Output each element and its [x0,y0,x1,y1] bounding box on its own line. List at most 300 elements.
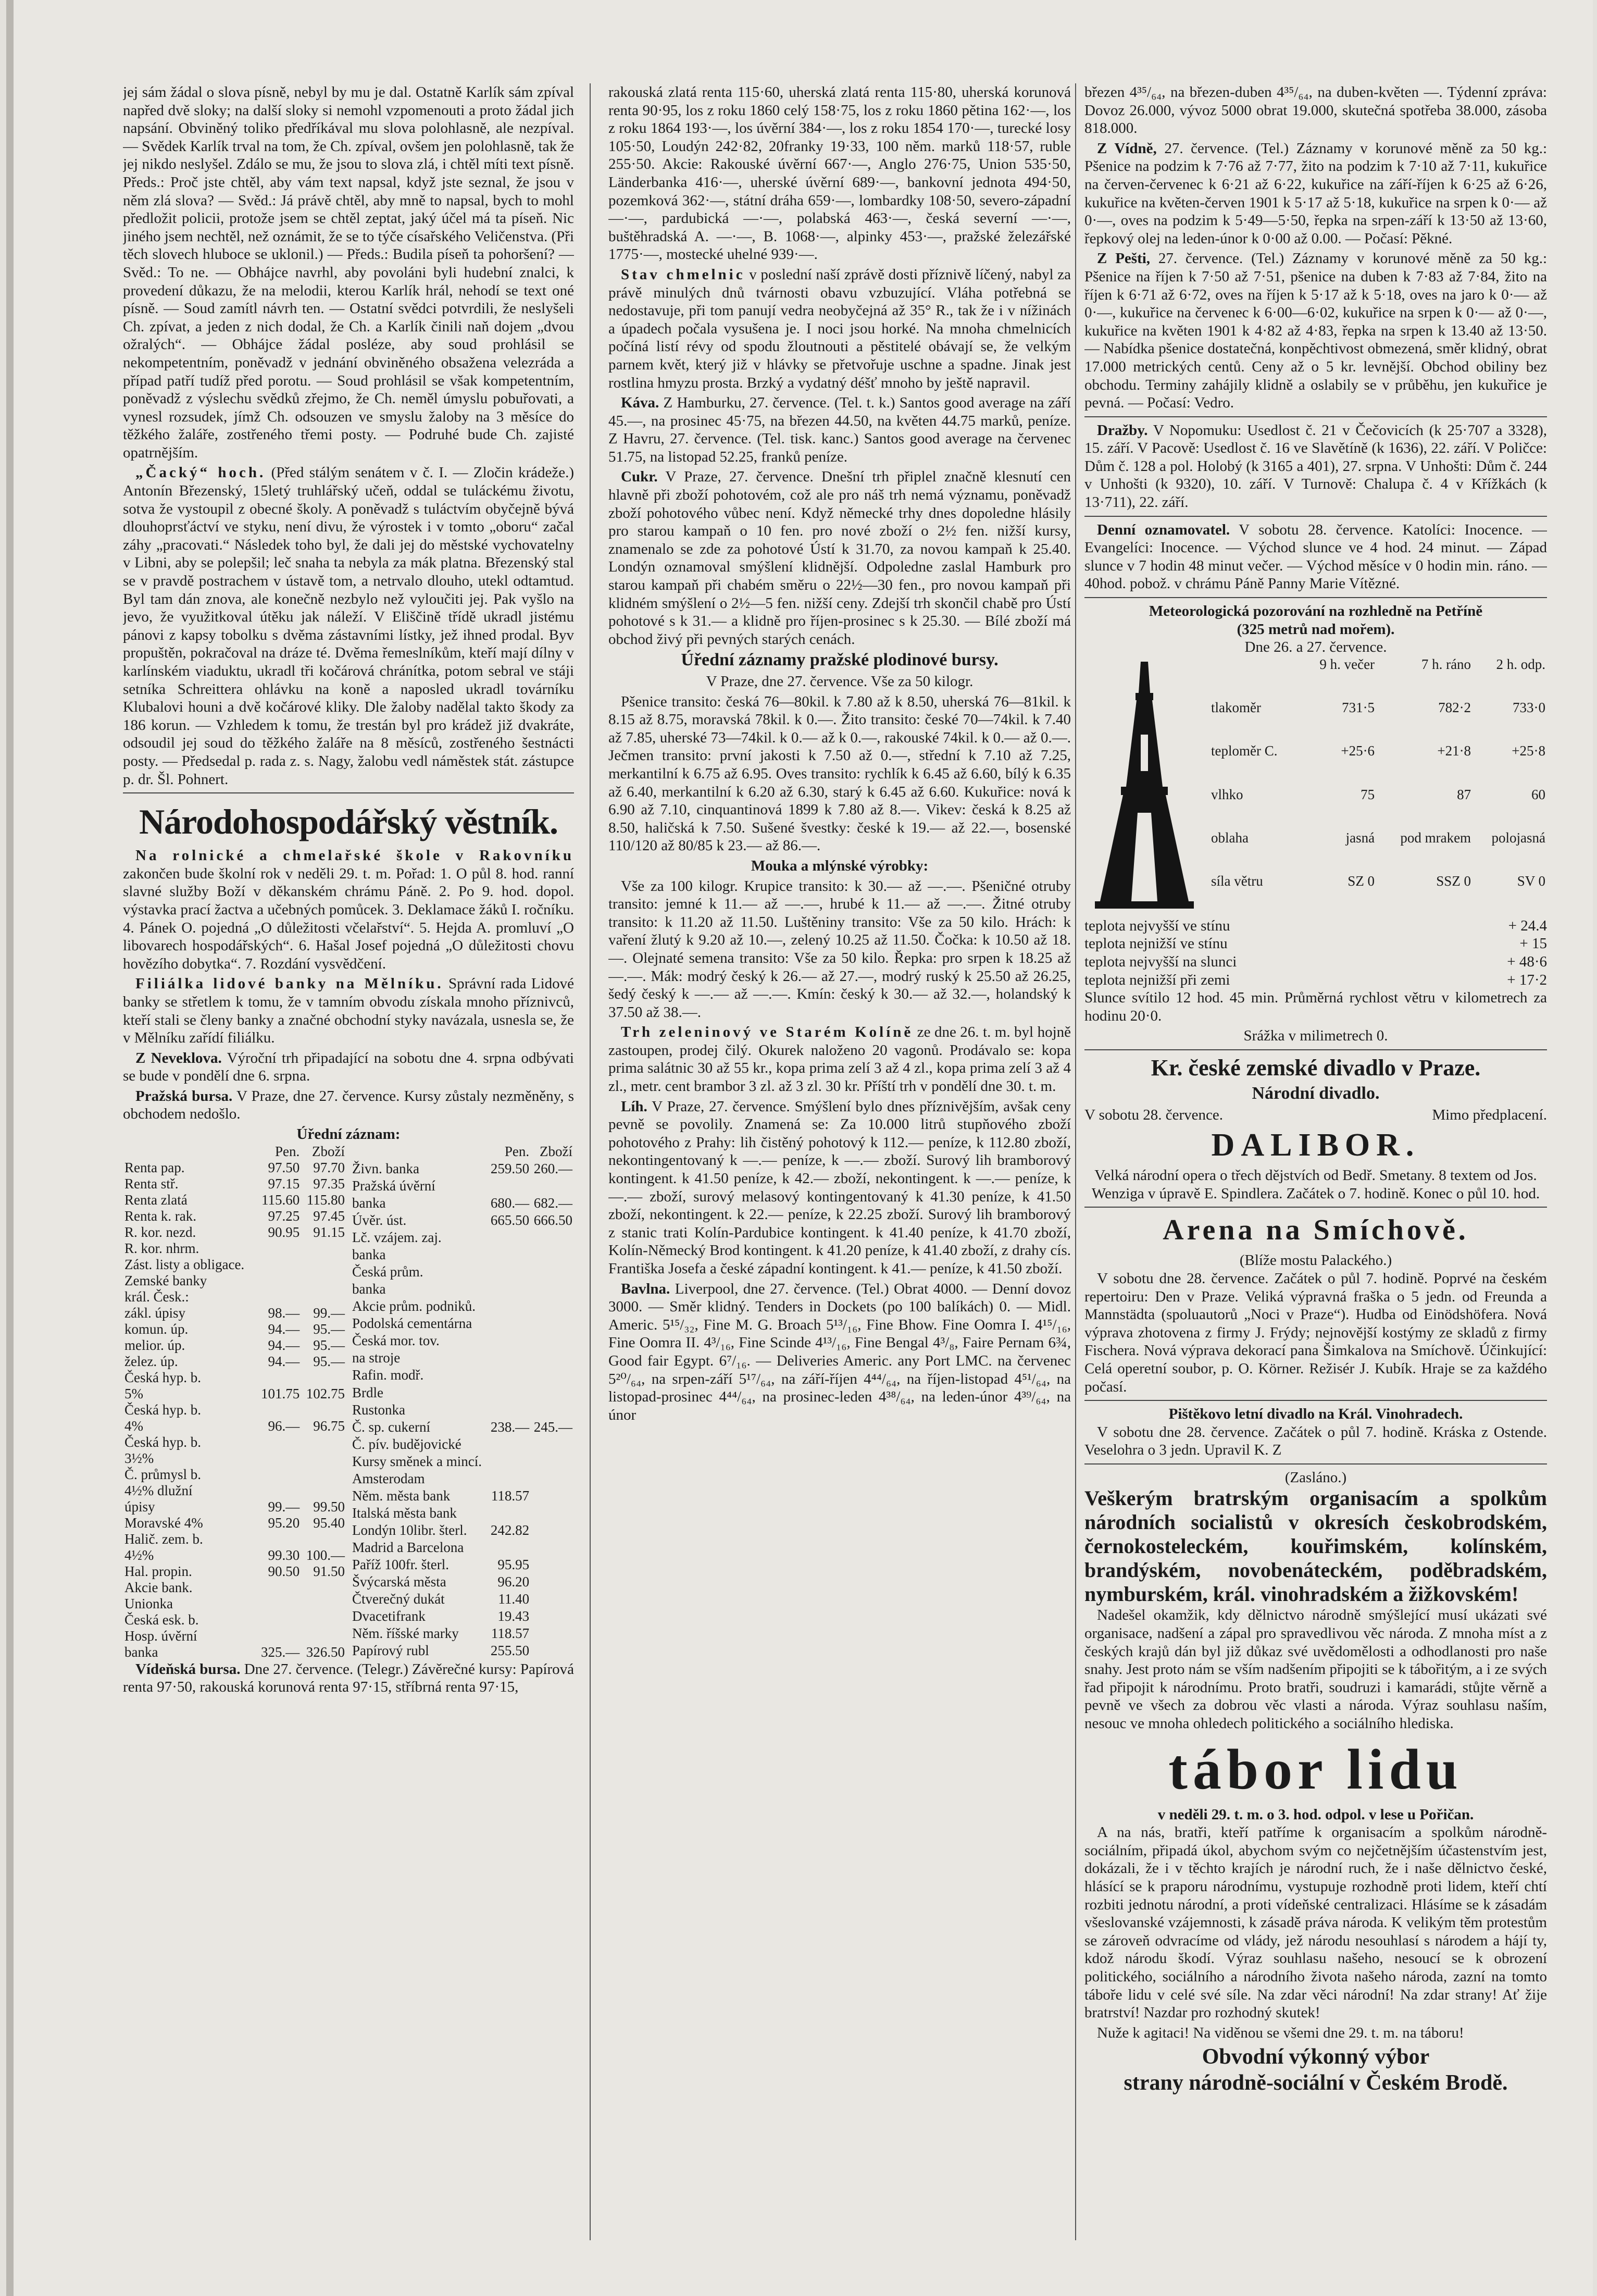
table-cell: 238.— [490,1419,530,1435]
table-cell [256,1531,301,1547]
table-cell [301,1612,346,1628]
table-cell: 102.75 [306,1385,345,1401]
table-cell [531,1625,574,1643]
weather-extra-value: + 17·2 [1507,971,1547,988]
table-cell: +25·6 [1341,743,1375,759]
table-heading: Úřední záznam: [296,1126,401,1143]
table-cell [301,1467,346,1483]
rule [1084,1049,1547,1050]
weather-extra-row [1084,917,1547,935]
article-text: Liverpool, dne 27. července. (Tel.) Obrat 4000. — Denní dovoz 3000. — Směr klidný. Tenders in Dockets (po 100 balíkách) 0. — Midl. Americ. 5¹⁵/₃₂, Fine M. G. Broach 5¹³/₁₆, Fine Bhow. Fine Oomra I. 4¹⁵/₁₆, Fine Oomra II. 4³/₁₆, Fine Scinde 4¹³/₁₆, Fine Bengal 4³/₈, Faire Pernam 6¾, Good fair Egypt. 6⁷/₁₆. — Deliveries Americ. any Port LMC. na červenec 5²⁰/₆₄, na srpen-září 5¹⁷/₆₄, na září-říjen 4⁴⁴/₆₄, na říjen-listopad 4⁵¹/₆₄, na listopad-prosinec 4⁴⁴/₆₄, na prosinec-leden 4³⁸/₆₄, na leden-únor 4³⁹/₆₄, na únor [608,1280,1071,1423]
article-text: 27. července. (Tel.) Záznamy v korunové měně za 50 kg.: Pšenice na podzim k 7·76 až 7·77, žito na podzim k 7·10 až 7·11, kukuřice na červen-červenec k 6·21 až 6·22, kukuřice na září-říjen k 6·25 až 6·26, kukuřice na květen-červen 1901 k 5·17 až 5·18, kukuřice na srpen k 0·— až 0·—, oves na podzim k 5·49—5·50, řepka na srpen-září k 13·50 až 13·60, řepkový olej na leden-únor k 0·00 až 0.00. — Počasí: Pěkné. [1084,140,1547,247]
table-cell: +25·8 [1512,743,1545,759]
table-cell: 91.50 [313,1563,345,1579]
section-heading: Úřední záznamy pražské plodinové bursy. [681,650,999,670]
arena-text: V sobotu dne 28. července. Začátek o půl 7. hodině. Poprvé na českém repertoiru: Den v Praze. Veliká výpravná fraška o 5 jedn. od Freunda a Mannstädta (spoluautorů „Noci v Praze“). Hudba od Einödshöfera. Nová výprava zhotovena z firmy J. Frýdy; nejnovější kostýmy ze skladů z firmy Fischera. Nová výprava dekorací pana Šimkalova na Smíchově. Účinkující: Celá operetní soubor, p. O. Körner. Režisér J. Kubík. Hraje se za každého počasí. [1084,1270,1547,1395]
table-row [351,1471,574,1488]
article-text: Z Hamburku, 27. července. (Tel. t. k.) Santos good average na září 45.—, na prosinec 45·75, na březen 44.50, na květen 44.75 marků, peníze. Z Havru, 27. července. (Tel. tisk. kanc.) Santos good average na červenec 51.75, na listopad 52.25, franků peníze. [608,394,1071,465]
table-cell [531,1333,574,1350]
table-cell: 95.40 [313,1515,345,1531]
stock-table-left [123,1144,346,1660]
table-row [123,1176,346,1192]
table-row [351,1608,574,1625]
table-cell [488,1247,531,1264]
table-cell [256,1370,301,1386]
rally-title: tábor lidu [1168,1737,1463,1801]
table-cell: Rafin. modř. [352,1367,424,1383]
article-text: V sobotu 28. července. Katolíci: Inocence. — Evangelíci: Inocence. — Východ slunce ve 4 hod. 24 minut. — Západ slunce v 7 hodin 48 minut večer. — Východ měsíce v 0 hodin min. ráno. — 40hod. pobož. v chrámu Páně Panny Marie Vítězné. [1084,521,1547,592]
table-cell [256,1483,301,1499]
article-text: březen 4³⁵/₆₄, na březen-duben 4³⁵/₆₄, na duben-květen —. Týdenní zpráva: Dovoz 26.000, vývoz 5000 obrat 19.000, skutečná spotřeba 38.000, zásoba 818.000. [1084,84,1547,137]
table-cell: Renta zlatá [124,1192,188,1208]
article-text: V Praze, 27. července. Dnešní trh připlel značně klesnutí cen hlavně při zboží pohotovém, což ale pro náš trh nemá významu, poněvadž zboží pohotového vůbec není. Když německé trhy dnes dopoledne hlásily pro starou kampaň o 10 fen. pro nové zboží o 2½ fen. nižší kursy, znamenalo se zde za pohotové Ústí k 31.70, za novou kampaň k 25.40. Londýn oznamoval smýšlení klidnější. Odpoledne zaslal Hamburk pro starou kampaň při chabém směru o 22½—30 fen., pro novou kampaň při klidném smýšlení o 2½—5 fen. nižší ceny. Zdejší trh skončil chabě pro Ústí pohotové s k 31.— a klidně pro říjen-prosinec s k 25.30. — Bílé zboží má obchod živý při pevných starých cenách. [608,468,1071,648]
table-row [1209,873,1547,916]
table-cell: Úvěr. úst. [352,1212,407,1228]
table-row [351,1505,574,1522]
article-heading: Cukr. [621,468,658,486]
article-text: rakouská zlatá renta 115·60, uherská zlatá renta 115·80, uherská korunová renta 90·95, los z roku 1860 celý 158·75, los z roku 1860 pětina 162·—, los z roku 1864 193·—, los úvěrní 384·—, los z roku 1854 170·—, turecké losy 105·50, Loudýn 242·82, 20franky 19·33, 100 něm. marků 118·57, ruble 255·50. Akcie: Rakouské úvěrní 667·—, Anglo 276·75, Union 535·50, Länderbanka 416·—, uherské úvěrní 689·—, bankovní jednota 494·50, pozemková 362·—, státní dráha 659·—, lombardky 108·50, severo-západní —·—, pardubická —·—, polabská 463·—, česká severní —·—, buštěhradská A. —·—, B. 1068·—, alpinky 453·—, pražské železářské 1775·—, mostecké uhelné 939·—. [608,84,1071,263]
table-cell [488,1178,531,1195]
table-cell [531,1643,574,1660]
table-row [123,1337,346,1354]
column-2 [608,83,1071,2230]
table-cell [531,1178,574,1195]
table-cell: Čtverečný dukát [352,1591,445,1607]
table-cell: síla větru [1211,873,1263,889]
table-cell: 680.— [490,1195,530,1211]
stock-tables [123,1144,574,1660]
weather-table [1209,656,1547,917]
table-cell: 5% [124,1385,143,1401]
table-cell [531,1281,574,1298]
table-row [351,1488,574,1505]
article-text: Výroční trh připadající na sobotu dne 4. srpna odbývati se bude v pondělí dne 6. srpna. [123,1049,574,1085]
article-heading: Z Pešti, [1097,250,1151,267]
table-cell: 98.— [268,1305,300,1321]
table-cell: 87 [1457,786,1471,802]
column-1 [123,83,574,2230]
article-heading: Bavlna. [621,1280,670,1297]
newspaper-page [6,0,1593,2296]
table-cell: želez. úp. [124,1353,178,1369]
table-cell [256,1289,301,1305]
page-binding-edge [6,0,14,2296]
table-cell: 782·2 [1438,700,1471,716]
table-row [351,1419,574,1436]
table-cell: 91.15 [313,1224,345,1240]
article-heading: Trh zeleninový ve Starém Kolíně [621,1024,914,1041]
table-row [351,1212,574,1230]
weather-subheading: (325 metrů nad mořem). [1237,620,1395,638]
table-cell [256,1628,301,1644]
table-cell [531,1436,574,1454]
table-cell [301,1257,346,1273]
rule [1084,1463,1547,1465]
table-cell: 95.20 [268,1515,300,1531]
table-cell [531,1264,574,1281]
article-heading: Mouka a mlýnské výrobky: [751,857,929,874]
table-cell: 99.30 [268,1547,300,1563]
theatre-note: Mimo předplacení. [1432,1106,1547,1123]
table-cell [488,1230,531,1247]
table-cell: Akcie bank. [124,1579,193,1595]
table-cell [531,1488,574,1505]
theatre-date-row [1084,1106,1547,1124]
table-cell [531,1298,574,1315]
table-cell: 75 [1361,786,1375,802]
weather-extra-value: + 24.4 [1508,917,1547,934]
table-row [123,1240,346,1257]
hour-header: 9 h. večer [1319,656,1375,672]
table-cell [531,1471,574,1488]
table-row [1209,787,1547,830]
table-cell: 99.50 [313,1498,345,1515]
table-row [123,1563,346,1580]
table-row [123,1224,346,1240]
table-row [123,1515,346,1531]
table-cell: 90.95 [268,1224,300,1240]
table-cell: banka [352,1195,386,1211]
table-cell: SSZ 0 [1436,873,1471,889]
table-cell: 90.50 [268,1563,300,1579]
table-cell: Švýcarská města [352,1574,446,1590]
article-text: zakončen bude školní rok v neděli 29. t. m. Pořad: 1. O půl 8. hod. ranní slavné služby Boží v děkanském chrámu Páně. 2. Po 9. hod. dopol. výstavka prací žactva a učebných pomůcek. 3. Deklamace žáků I. ročníku. 4. Pánek O. pojedná „O důležitosti včelařství“. 5. Hejda A. promluví „O libovarech hospodářských“. 6. Hašal Josef pojedná „O důležitosti chovu hovězího dobytka“. 7. Rozdání vysvědčení. [123,865,574,972]
table-row [351,1333,574,1350]
table-cell: SV 0 [1517,873,1545,889]
table-cell: 260.— [533,1160,572,1176]
play-title: DALIBOR. [1211,1127,1420,1163]
article-text: Správní rada Lidové banky se střetlem k tomu, že v tamním obvodu získala mnoho příznivců, kteří stali se členy banky a značné obchodní styky navázala, usnesla se, že v Mělníku zařídí filiálku. [123,975,574,1047]
table-cell: 97.25 [268,1208,300,1224]
table-cell [488,1298,531,1315]
table-cell [301,1240,346,1257]
table-cell [256,1580,301,1596]
table-row [1209,830,1547,873]
table-cell [301,1434,346,1450]
column-3 [1084,83,1547,2230]
arena-subheading: (Blíže mostu Palackého.) [1239,1252,1392,1269]
table-row [123,1370,346,1386]
table-row [123,1450,346,1467]
table-row [351,1574,574,1591]
weather-rain: Srážka v milimetrech 0. [1243,1027,1388,1045]
table-row [351,1367,574,1384]
article-text: Dne 27. července. (Telegr.) Závěrečné kursy: Papírová renta 97·50, rakouská korunová renta 97·15, stříbrná renta 97·15, [123,1660,574,1696]
article-text: V Nopomuku: Usedlost č. 21 v Čečovicích (k 25·707 a 3328), 15. září. V Pacově: Usedlost č. 16 ve Slavětíně (k 1636), 22. září. V Poličce: Dům č. 128 a pol. Holobý (k 3165 a 401), 27. srpna. V Unhošti: Dům č. 244 v Unhošti (k 9320), 10. září. V Turnově: Chalupa č. 4 v Křížkách (k 13·711), 22. září. [1084,421,1547,511]
theatre-heading: Kr. české zemské divadlo v Praze. [1151,1054,1481,1081]
committee-line-2: strany národně-sociální v Českém Brodě. [1124,2071,1508,2095]
article-heading: Denní oznamovatel. [1097,521,1230,538]
article-text: V Praze, dne 27. července. Kursy zůstaly nezměněny, s obchodem nedošlo. [123,1087,574,1123]
table-row [123,1628,346,1644]
table-row [351,1178,574,1195]
weather-date: Dne 26. a 27. července. [1244,639,1387,656]
table-cell: R. kor. nhrm. [124,1240,199,1256]
weather-extra-value: + 48·6 [1507,953,1547,970]
sent-in-label: (Zasláno.) [1284,1469,1347,1486]
table-cell: banka [124,1644,158,1660]
table-row [123,1321,346,1337]
table-cell: Zást. listy a obligace. [124,1256,245,1272]
weather-extra-row [1084,971,1547,989]
table-cell: 259.50 [490,1160,530,1176]
table-cell: 245.— [533,1419,572,1435]
table-cell: banka [352,1247,386,1263]
article-text: V Praze, dne 27. července. Vše za 50 kilogr. [706,673,974,690]
table-cell [531,1230,574,1247]
table-row [351,1195,574,1212]
summer-theatre-heading: Pištěkovo letní divadlo na Král. Vinohradech. [1168,1406,1463,1423]
article-text: v poslední naší zprávě dosti příznivě líčený, nabyl za právě minulých dnů tvárnosti obavu vzbuzující. Vláha potřebná se nedostavuje, při tom panují vedra neobyčejná až 35° R., tak že i v nížinách a úpadech počala vysušena je. I noci jsou horké. Na mnoha chmelnicích počíná listí révy od spodu žloutnouti a pěstitelé obávají se, že velkým parnem květ, který již v hlávky se přetvořuje uschne a spadne. Jinak jest rostlina hmyzu prosta. Brzký a vydatný déšť mnoho by ještě napravil. [608,266,1071,391]
table-cell [488,1281,531,1298]
rule [1084,516,1547,517]
article-heading: Káva. [621,394,659,412]
table-cell: R. kor. nezd. [124,1224,196,1240]
table-cell: 60 [1531,786,1545,802]
table-cell: Rustonka [352,1401,406,1418]
table-cell [301,1402,346,1418]
table-row [123,1644,346,1660]
play-info: Velká národní opera o třech dějstvích od Bedř. Smetany. 8 textem od Jos. Wenziga v úpravě E. Spindlera. Začátek o 7. hodině. Konec o půl 10. hod. [1091,1167,1540,1202]
table-cell: Česká prům. [352,1264,423,1280]
table-cell: Unionka [124,1595,173,1611]
table-cell: vlhko [1211,786,1243,802]
table-cell: 118.57 [491,1625,530,1642]
table-cell [488,1454,531,1471]
weather-block [1084,656,1547,917]
article-heading: Pražská bursa. [135,1087,233,1104]
table-cell: Amsterodam [352,1470,425,1486]
table-cell: Londýn 10libr. šterl. [352,1522,467,1538]
col-header: Zboží [312,1143,345,1159]
table-cell [301,1580,346,1596]
table-row [123,1483,346,1499]
weather-extra-label: teplota nejvyšší ve stínu [1084,917,1230,934]
table-cell: Moravské 4% [124,1515,203,1531]
table-cell [531,1385,574,1402]
table-cell [488,1471,531,1488]
table-cell: Brdle [352,1384,383,1400]
table-cell: 255.50 [490,1643,530,1659]
table-cell [301,1628,346,1644]
table-row [123,1257,346,1273]
table-cell [531,1247,574,1264]
article-text: Pšenice transito: česká 76—80kil. k 7.80 až k 8.50, uherská 76—81kil. k 8.15 až 8.75, moravská 78kil. k 0.—. Žito transito: české 70—74kil. k 7.40 až 7.85, uherské 73—74kil. k 0.— až k 0.—, rakouské 74kil. k 0.— až 0.—. Ječmen transito: první jakosti k 7.50 až 0.—, střední k 7.10 až 7.25, merkantilní k 6.75 až 6.95. Oves transito: rychlík k 6.45 až 6.60, bílý k 6.35 až 6.40, merkantilní k 6.20 až 6.30, starý k 6.45 až 6.60. Kukuřice: nová k 6.90 až 7.10, cinquantinová 1899 k 7.80 až 8.—. Vikev: česká k 8.25 až 8.50, haličská k 7.50. Sušené švestky: české k 19.— až 22.—, bosenské 110/120 až 80/85 k 23.— až 86.—. [608,693,1071,854]
table-row [123,1160,346,1176]
table-cell: Česká hyp. b. [124,1401,201,1418]
table-row [351,1540,574,1557]
weather-extra-label: teplota nejvyšší na slunci [1084,953,1237,970]
rule [1084,597,1547,598]
table-cell [531,1505,574,1522]
weather-sun: Slunce svítilo 12 hod. 45 min. Průměrná rychlost větru v kilometrech za hodinu 20·0. [1084,989,1547,1024]
table-row [123,1386,346,1402]
table-cell [256,1273,301,1289]
table-cell: polojasná [1491,830,1545,846]
table-row [351,1402,574,1419]
weather-heading: Meteorologická pozorování na rozhledně na Petříně [1149,603,1483,620]
weather-extra-label: teplota nejnižší při zemi [1084,971,1230,988]
table-row [123,1580,346,1596]
table-cell [256,1450,301,1467]
table-row [123,1418,346,1434]
table-cell: SZ 0 [1348,873,1375,889]
table-cell [256,1467,301,1483]
table-row [123,1273,346,1289]
table-cell: 101.75 [260,1385,300,1401]
table-cell: Živn. banka [352,1160,419,1176]
table-cell: Hal. propin. [124,1563,192,1579]
table-cell: 11.40 [498,1591,530,1607]
table-row [123,1467,346,1483]
table-row [123,1499,346,1515]
table-cell: Dvacetifrank [352,1608,426,1624]
table-cell [531,1540,574,1557]
table-row [123,1596,346,1612]
table-cell: 3½% [124,1450,154,1466]
theatre-subheading: Národní divadlo. [1252,1083,1380,1103]
table-row [351,1385,574,1402]
theatre-date: V sobotu 28. července. [1084,1106,1224,1123]
table-row [351,1643,574,1660]
table-cell: jasná [1345,830,1375,846]
table-cell [256,1257,301,1273]
weather-extra-value: + 15 [1519,935,1547,952]
table-cell: Papírový rubl [352,1643,429,1659]
table-cell: Něm. města bank [352,1487,451,1504]
weather-extra [1084,917,1547,989]
table-cell: melior. úp. [124,1337,185,1353]
table-cell: Č. sp. cukerní [352,1419,430,1435]
arena-heading: Arena na Smíchově. [1163,1214,1469,1247]
table-cell: Pražská úvěrní [352,1177,435,1194]
table-row [351,1247,574,1264]
table-cell: Lč. vzájem. zaj. [352,1229,442,1245]
table-cell: Madrid a Barcelona [352,1540,464,1556]
table-cell [301,1273,346,1289]
article-heading: Líh. [621,1098,647,1115]
table-cell: Č. průmysl b. [124,1466,202,1482]
table-cell: 4% [124,1418,143,1434]
table-cell [256,1402,301,1418]
table-row [351,1557,574,1574]
table-cell [256,1434,301,1450]
table-cell: +21·8 [1437,743,1471,759]
table-cell [488,1264,531,1281]
table-row [123,1434,346,1450]
table-row [123,1354,346,1370]
table-row [351,1625,574,1643]
table-cell: 97.15 [268,1175,300,1192]
table-cell: Česká hyp. b. [124,1369,201,1385]
table-cell: Halič. zem. b. [124,1531,203,1547]
appeal-heading: Veškerým bratrským organisacím a spolkům národních socialistů v okresích českobrodském, černokosteleckém, kouřimském, kolínském, brandýském, novobenáteckém, poděbradském, nymburském, král. vinohradském a žižkovském! [1084,1486,1547,1606]
article-text: (Před stálým senátem v č. I. — Zločin krádeže.) Antonín Březenský, 15letý truhlářský učeň, oddal se tuláckému životu, sotva že vystoupil z obecné školy. A poněvadž s tuláctvím obyčejně bývá dlouhoprsťáctví ve styku, není divu, že výrostek i v tomto „oboru“ začal záhy „pracovati.“ Následek toho byl, že dali jej do městské vychovatelny v Libni, aby se polepšil; leč snaha ta nebyla za mák platna. Březenský stal se v pravdě postrachem v ústavě tom, a netrvalo dlouho, utekl odtamtud. Byl tam dán znova, ale konečně nezbylo než vyloučiti jej. Pak vyšlo na jevo, že využitkoval útěku jak náleží. V Eliščině třídě ukradl jistému pánovi z kapsy tobolku s dvěma zástavními lístky, jež ihned prodal. Byv propuštěn, pokračoval na dráze té. Dvěma řemeslníkům, kteří mají dílny v karlínském viaduktu, ukradl tři kočárová chránítka, potom sebral ve stáji setníka Schreittera ohlávku na koně a naposled ukradl továrníku Klubalovi houni a dvě kočárové kliky. Dle žaloby nadělal takto škody za 186 korun. — Vzhledem k tomu, že trestán byl pro krádež již dvakráte, odsoudil jej soud do těžkého žaláře na 8 měsíců, zostřeného šestnácti posty. — Předsedal p. rada z. s. Nagy, žalobu vedl náměstek stát. zástupce p. dr. Šl. Pohnert. [123,464,574,788]
table-row [351,1298,574,1315]
table-cell: Podolská cementárna [352,1315,472,1332]
weather-extra-label: teplota nejnižší ve stínu [1084,935,1228,952]
table-row [351,1350,574,1367]
article-heading: Z Vídně, [1097,140,1157,157]
rally-text: A na nás, bratři, kteří patříme k organisacím a spolkům národně-sociálním, připadá úkol, abychom svým co nejčetnějším účastenstvím jest, dokázali, že i v těchto krajích je národní ruch, že i naše dělnictvo české, hlásící se k praporu národnímu, vystupuje rozhodně proti lidem, kteří chtí rozbiti jednotu národní, a proti vídeňské centralizaci. Hlásíme se k zásadám všeslovanské vzájemnosti, k zásadě práva národa. K velikým těm protestům se zároveň odvracíme od vlády, jež národu nesouhlasí s národem a hájí ty, kdož národu škodí. Výraz souhlasu našeho, nesoucí se k obrození politického, sociálního a národního života našeho národa, zazní na tomto táboře lidu v celé své síle. Na zdar věci národní! Na zdar strany! Ať žije bratrství! Nazdar pro rozhodný skutek! [1084,1824,1547,2021]
appeal-text: Nadešel okamžik, kdy dělnictvo národně smýšlející musí ukázati své organisace, nadšení a zápal pro spravedlivou věc národa. Z mnoha míst a z českých krajů dán byl již důkaz své uvědomělosti a odhodlanosti pro naše snahy. Jest proto nám se vším nadšením připojiti se k tábořitým, a i ze svých řad připojit k národnímu. Proto bratři, soudruzi i kamarádi, stůjte věrně a pevně ve všech za dobrou věc vlasti a národa. Výraz souhlasu naším, nesouc ve mnoha ohledech politického a sociálního hlediska. [1084,1607,1547,1732]
table-cell [531,1608,574,1625]
table-cell: 4½% dlužní [124,1482,193,1498]
table-cell: oblaha [1211,830,1249,846]
table-cell [531,1454,574,1471]
weather-extra-row [1084,953,1547,971]
table-row [1209,700,1547,743]
table-cell: tlakoměr [1211,700,1261,716]
table-cell: 97.70 [313,1159,345,1175]
table-cell: 97.35 [313,1175,345,1192]
table-cell [256,1240,301,1257]
table-row [123,1531,346,1547]
table-cell [531,1557,574,1574]
rule [1084,1400,1547,1401]
table-cell: na stroje [352,1350,401,1366]
table-cell: 115.60 [261,1192,300,1208]
rally-end: Nuže k agitaci! Na viděnou se všemi dne 29. t. m. na táboru! [1097,2024,1464,2041]
court-report-text: jej sám žádal o slova písně, nebyl by mu je dal. Ostatně Karlík sám zpíval napřed dvě sloky; na další sloky si nemohl vzpomenouti a proto žádal jich napsání. Obviněný toliko předříkával mu slova polohlasně, ale nezpíval. — Svědek Karlík trval na tom, že Ch. zpíval, ovšem jen polohlasně, tak že jej nikdo neslyšel. Zdálo se mu, že jsou to slova zlá, i chtěl míti text písně. Předs.: Proč jste chtěl, aby vám text napsal, když jste seznal, že jsou v něm zlá slova? — Svěd.: Já právě chtěl, aby mně to napsal, bych to mohl předložit policii, protože jsem se chtěl zeptat, jaký účel má ta píseň. Nic jiného jsem nechtěl, než oznámit, že se to týče císařského Veličenstva. (Při těch slovech hluboce se uklonil.) — Předs.: Budila píseň ta pohoršení? — Svěd.: To ne. — Obhájce navrhl, aby povoláni byli hudební znalci, k provedení důkazu, že na melodii, kterou Karlík hrál, nehodí se text oné písně. — Soud zamítl návrh ten. — Ostatní svědci potvrdili, že neslyšeli Ch. zpívat, a jeden z nich dodal, že Ch. a Karlík činili naň dojem „dvou ožralých“. — Obhájce žádal posléze, aby soud prohlásil se nekompetentním, poněvadž v jednání obviněného obsažena velezráda a případ patří tudíž před porotu. — Soud prohlásil se však kompetentním, poněvadž z výslechu svědků zřejmo, že Ch. neměl úmyslu pobuřovati, a vynesl rozsudek, jímž Ch. odsouzen ve smyslu žaloby na 3 měsíce do těžkého žaláře, zostřeného třemi posty. — Podruhé bude Ch. zajisté opatrnějším. [123,84,574,461]
table-cell: zákl. úpisy [124,1305,185,1321]
rally-when: v neděli 29. t. m. o 3. hod. odpol. v lese u Pořičan. [1157,1806,1474,1823]
table-cell: 99.— [313,1305,345,1321]
table-row [351,1591,574,1608]
table-cell: 97.45 [313,1208,345,1224]
table-cell: Renta pap. [124,1159,185,1175]
table-cell: 94.— [268,1353,300,1369]
article-heading: Stav chmelnic [621,266,745,283]
col-header: Pen. [504,1143,530,1159]
table-cell: 326.50 [306,1644,345,1660]
table-cell [301,1531,346,1547]
table-cell [531,1367,574,1384]
table-cell: Česká mor. tov. [352,1333,440,1349]
table-row [123,1547,346,1563]
table-cell [488,1333,531,1350]
committee-line-1: Obvodní výkonný výbor [1202,2045,1430,2069]
table-cell: Zemské banky [124,1272,207,1288]
table-cell [488,1402,531,1419]
table-row [351,1436,574,1454]
table-row [123,1305,346,1321]
petrin-tower-image [1084,656,1204,917]
article-heading: Vídeňská bursa. [135,1660,241,1678]
table-cell [488,1350,531,1367]
table-cell: 665.50 [490,1212,530,1228]
table-row [123,1612,346,1628]
table-cell: 97.50 [268,1159,300,1175]
table-cell: Kursy směnek a mincí. [352,1453,482,1469]
table-row [351,1161,574,1178]
table-cell: Paříž 100fr. šterl. [352,1557,449,1573]
article-heading: Z Neveklova. [135,1049,222,1066]
table-cell [301,1370,346,1386]
table-row [123,1192,346,1208]
table-cell: 94.— [268,1321,300,1337]
table-cell: 733·0 [1513,700,1545,716]
article-heading: Filiálka lidové banky na Mělníku. [135,975,444,992]
table-cell [531,1315,574,1333]
table-cell: 95.— [313,1321,345,1337]
table-cell [488,1385,531,1402]
table-row [123,1402,346,1418]
table-cell: král. Česk.: [124,1288,189,1305]
table-cell [256,1612,301,1628]
column-rule [590,83,591,2240]
table-cell [488,1540,531,1557]
